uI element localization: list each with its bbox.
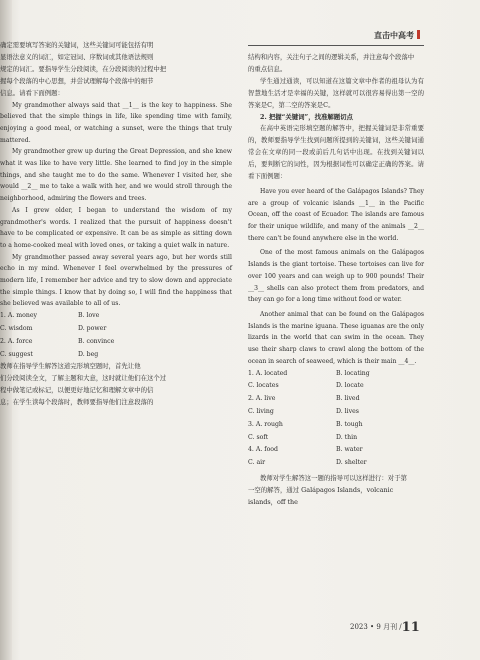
left-intro-line: 显语法意义的词汇，如定冠词、序数词或其他语法规则 xyxy=(0,52,154,61)
option: D. lives xyxy=(336,407,359,415)
option: D. shelter xyxy=(336,459,367,467)
brand-accent-bar xyxy=(417,30,420,39)
left-intro-line: 确定需要填写答案的关键词，这些关键词可能包括有明 xyxy=(0,41,154,49)
left-intro-line: 握每个段落的中心思想，并尝试理解每个段落中的细节 xyxy=(0,76,154,85)
right-top-line: 结构和内容，关注句子之间的逻辑关系，并注意每个段落中 xyxy=(248,53,415,61)
section-title: 2. 把握“关键词”，找准解题切点 xyxy=(260,112,353,121)
right-top-line: 的重点信息。 xyxy=(248,64,287,73)
left-closing xyxy=(0,361,232,409)
left-column xyxy=(0,40,232,409)
option: B. love xyxy=(78,312,100,320)
option-row xyxy=(0,323,232,336)
option-row xyxy=(248,380,424,393)
left-passage-para: My grandmother passed away several years ago, but her words still echo in my mind. Whenever I feel overwhelmed by the pressures of modern life, I remember her advice and try to slow down and appreciate the simple things. I know that by doing so, I will find the happiness that she believed was available to all of us. xyxy=(0,253,232,308)
left-closing-line: 教师在指导学生解答这道完形填空题时，首先让他 xyxy=(0,362,141,371)
option-row xyxy=(0,349,232,362)
left-passage-para: As I grew older, I began to understand the wisdom of my grandmother's words. I realized that the pursuit of happiness doesn't have to be complicated or expensive. It can be as simple as sitting down to a home-cooked meal with loved ones, or taking a quiet walk in nature. xyxy=(0,206,232,249)
option: 3. A. rough xyxy=(248,420,283,428)
right-passage-para: One of the most famous animals on the Galápagos Islands is the giant tortoise. These tortoises can live for over 100 years and can weigh up to 900 pounds! Their __3__ shells can also protect them from predators, and they can go for a long time without food or water. xyxy=(248,249,424,304)
left-passage-para: My grandmother always said that __1__ is the key to happiness. She believed that the simple things in life, like spending time with family, enjoying a good meal, or watching a sunset, were the things that truly mattered. xyxy=(0,101,232,144)
left-intro xyxy=(0,40,232,100)
right-para: 在高中英语完形填空题的解答中，把握关键词是非常重要的，教师要指导学生找到问题所提到的关键词，这些关键词通常会在文章的同一段或前后几句话中出现。在找到关键词以后，要判断它的词性，因为根据词性可以确定正确的答案。请看下面例题： xyxy=(248,124,424,181)
option-row xyxy=(248,368,424,381)
option-row xyxy=(248,444,424,457)
option-row xyxy=(0,310,232,323)
left-intro-line: 规定的词汇。要指导学生分段阅读，在分段阅读的过程中把 xyxy=(0,64,167,73)
option: B. convince xyxy=(78,337,115,345)
option-row xyxy=(248,419,424,432)
option: D. beg xyxy=(78,350,99,358)
option: C. air xyxy=(248,459,266,467)
option: 1. A. located xyxy=(248,369,288,377)
option: C. suggest xyxy=(0,350,33,358)
option-row xyxy=(248,406,424,419)
option: 4. A. food xyxy=(248,446,278,454)
option: B. water xyxy=(336,446,363,454)
option: C. soft xyxy=(248,433,269,441)
right-passage-para: Have you ever heard of the Galápagos Islands? They are a group of volcanic islands __1__ in the Pacific Ocean, off the coast of Ecuador. The islands are famous for their unique wildlife, and many of the animals __2__ there can't be found anywhere else in the world. xyxy=(248,187,424,242)
option: C. wisdom xyxy=(0,324,33,332)
option: C. locates xyxy=(248,382,279,390)
option: 1. A. money xyxy=(0,312,38,320)
option: D. thin xyxy=(336,433,358,441)
header-rule xyxy=(248,45,424,46)
right-closing-line: 教师对学生解答这一题的指导可以这样进行：对于第 xyxy=(260,473,407,482)
right-passage-para: Another animal that can be found on the Galápagos Islands is the marine iguana. These iguanas are the only lizards in the world that can swim in the ocean. They use their sharp claws to crawl along the bottom of the ocean in search of seaweed, which is their main __4__. xyxy=(248,311,424,365)
right-para: 学生通过通读，可以知道在这篇文章中作者的祖母认为有智慧地生活才是幸福的关键，这样就可以很容易得出第一空的答案是C，第二空的答案是C。 xyxy=(248,76,424,109)
option: B. lived xyxy=(336,395,360,403)
page-number: 11 xyxy=(401,620,420,635)
left-closing-line: 们分段阅读全文，了解主题和大意，这时就让他们在这个过 xyxy=(0,374,167,383)
option-row xyxy=(248,432,424,445)
right-closing-line: 一空的解答，通过 Galápagos Islands，volcanic islands，off the xyxy=(248,485,394,506)
option: 2. A. force xyxy=(0,337,33,345)
option: D. locate xyxy=(336,382,364,390)
header-brand xyxy=(346,30,420,41)
right-column xyxy=(248,52,424,509)
option-row xyxy=(248,393,424,406)
option-row xyxy=(248,457,424,470)
page-footer xyxy=(350,620,420,635)
left-intro-line: 信息。请看下面例题： xyxy=(0,88,64,97)
issue-label: 2023 • 9 月刊 / xyxy=(350,623,402,631)
option: 2. A. live xyxy=(248,395,276,403)
option: D. power xyxy=(78,324,107,332)
left-passage-para: My grandmother grew up during the Great Depression, and she knew what it was like to have very little. She learned to find joy in the simple things, and she taught me to do the same. Whenever I visited her, she would __2__ me to take a walk with her, and we would stroll through the neighborhood, admiring the flowers and trees. xyxy=(0,148,232,203)
option: B. locating xyxy=(336,369,370,377)
brand-label: 直击中高考 xyxy=(374,31,414,40)
option: C. living xyxy=(248,407,274,415)
right-closing xyxy=(248,473,424,509)
option: B. tough xyxy=(336,420,363,428)
left-closing-line: 程中做笔记或标记，以便更好地记忆和理解文章中的信 xyxy=(0,386,154,395)
option-row xyxy=(0,336,232,349)
left-closing-line: 息；在学生读每个段落时，教师要指导他们注意段落的 xyxy=(0,398,154,407)
